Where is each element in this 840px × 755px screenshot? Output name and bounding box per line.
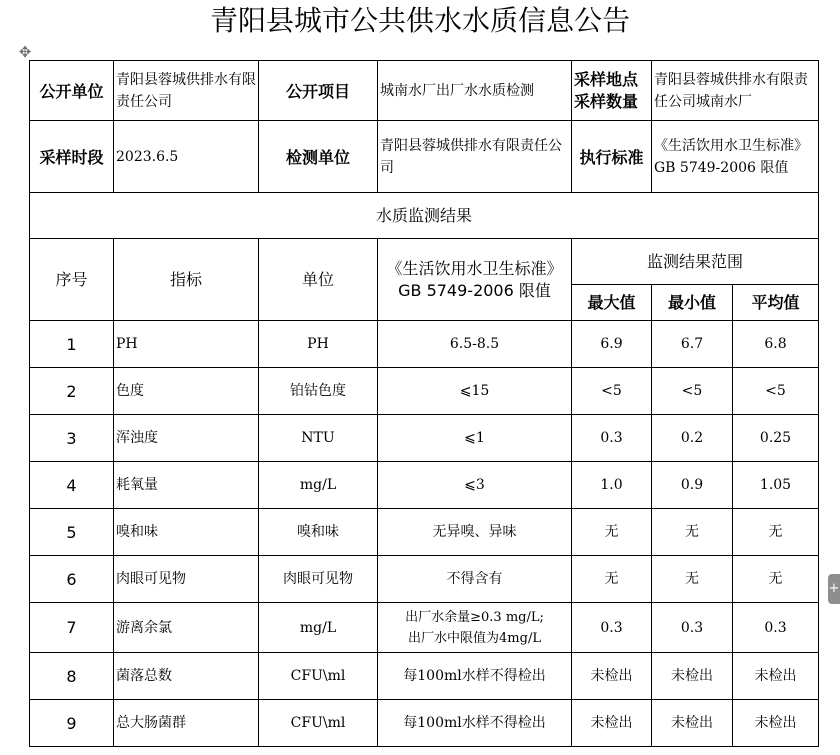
row-min: 无 [652,509,733,556]
header-avg: 平均值 [733,285,819,321]
table-row [30,321,819,368]
header-row-1 [30,239,819,285]
row-no: 4 [30,462,114,509]
row-unit: CFU\ml [259,700,378,747]
side-expand-handle[interactable]: + [828,574,840,604]
site-label-line2: 采样数量 [574,91,639,111]
row-limit: 不得含有 [378,556,572,603]
site-value: 青阳县蓉城供排水有限责任公司城南水厂 [652,61,819,121]
table-row [30,509,819,556]
header-no: 序号 [30,239,114,321]
row-limit: 每100ml水样不得检出 [378,700,572,747]
row-max: 未检出 [572,700,652,747]
org-value: 青阳县蓉城供排水有限责任公司 [114,61,259,121]
row-unit: 铂钴色度 [259,368,378,415]
row-indicator: 嗅和味 [114,509,259,556]
site-label [572,61,652,121]
row-avg: 无 [733,509,819,556]
table-row [30,415,819,462]
row-max: 未检出 [572,653,652,700]
row-max: 0.3 [572,603,652,653]
row-avg: 未检出 [733,653,819,700]
row-min: 0.3 [652,603,733,653]
row-min: 无 [652,556,733,603]
row-indicator: 耗氧量 [114,462,259,509]
row-max: 无 [572,556,652,603]
header-range: 监测结果范围 [572,239,819,285]
row-avg: 无 [733,556,819,603]
row-avg: 1.05 [733,462,819,509]
water-quality-table [29,60,819,747]
row-max: 0.3 [572,415,652,462]
row-max: 无 [572,509,652,556]
row-avg: 0.3 [733,603,819,653]
page-title: 青阳县城市公共供水水质信息公告 [209,4,630,37]
row-limit: ⩽1 [378,415,572,462]
row-max: 6.9 [572,321,652,368]
table-row [30,700,819,747]
row-unit: PH [259,321,378,368]
row-avg: <5 [733,368,819,415]
header-limit-line2: GB 5749-2006 限值 [398,280,551,300]
row-limit: ⩽15 [378,368,572,415]
info-row-2 [30,121,819,193]
header-limit [378,239,572,321]
row-no: 7 [30,603,114,653]
item-label: 公开项目 [259,61,378,121]
row-min: 0.2 [652,415,733,462]
row-avg: 未检出 [733,700,819,747]
row-max: 1.0 [572,462,652,509]
row-unit: 嗅和味 [259,509,378,556]
std-label: 执行标准 [572,121,652,193]
row-indicator: 总大肠菌群 [114,700,259,747]
row-no: 9 [30,700,114,747]
row-min: 0.9 [652,462,733,509]
row-min: 未检出 [652,700,733,747]
row-indicator: 浑浊度 [114,415,259,462]
row-no: 8 [30,653,114,700]
time-value: 2023.6.5 [114,121,259,193]
row-no: 6 [30,556,114,603]
table-row [30,462,819,509]
row-unit: 肉眼可见物 [259,556,378,603]
row-unit: mg/L [259,462,378,509]
time-label: 采样时段 [30,121,114,193]
row-indicator: 游离余氯 [114,603,259,653]
row-unit: mg/L [259,603,378,653]
row-indicator: 肉眼可见物 [114,556,259,603]
row-min: 6.7 [652,321,733,368]
row-indicator: 菌落总数 [114,653,259,700]
unit-value: 青阳县蓉城供排水有限责任公司 [378,121,572,193]
table-row [30,556,819,603]
row-min: 未检出 [652,653,733,700]
row-no: 3 [30,415,114,462]
row-limit: ⩽3 [378,462,572,509]
unit-label: 检测单位 [259,121,378,193]
item-value: 城南水厂出厂水水质检测 [378,61,572,121]
header-max: 最大值 [572,285,652,321]
row-avg: 6.8 [733,321,819,368]
row-limit [378,603,572,653]
table-row [30,603,819,653]
row-no: 2 [30,368,114,415]
org-label: 公开单位 [30,61,114,121]
row-limit-line2: 出厂水中限值为4mg/L [408,630,541,646]
row-unit: NTU [259,415,378,462]
row-limit: 每100ml水样不得检出 [378,653,572,700]
header-min: 最小值 [652,285,733,321]
info-row-1 [30,61,819,121]
row-min: <5 [652,368,733,415]
std-value: 《生活饮用水卫生标准》GB 5749-2006 限值 [652,121,819,193]
row-indicator: 色度 [114,368,259,415]
table-row [30,653,819,700]
row-limit-line1: 出厂水余量≥0.3 mg/L; [405,609,544,625]
row-limit: 6.5-8.5 [378,321,572,368]
row-unit: CFU\ml [259,653,378,700]
row-no: 5 [30,509,114,556]
table-row [30,368,819,415]
row-avg: 0.25 [733,415,819,462]
row-limit: 无异嗅、异味 [378,509,572,556]
header-unit: 单位 [259,239,378,321]
row-max: <5 [572,368,652,415]
row-no: 1 [30,321,114,368]
site-label-line1: 采样地点 [574,69,639,89]
section-title: 水质监测结果 [30,193,819,239]
section-title-row [30,193,819,239]
move-handle-icon[interactable]: ✥ [18,43,32,61]
header-limit-line1: 《生活饮用水卫生标准》 [386,258,563,278]
header-indicator: 指标 [114,239,259,321]
row-indicator: PH [114,321,259,368]
